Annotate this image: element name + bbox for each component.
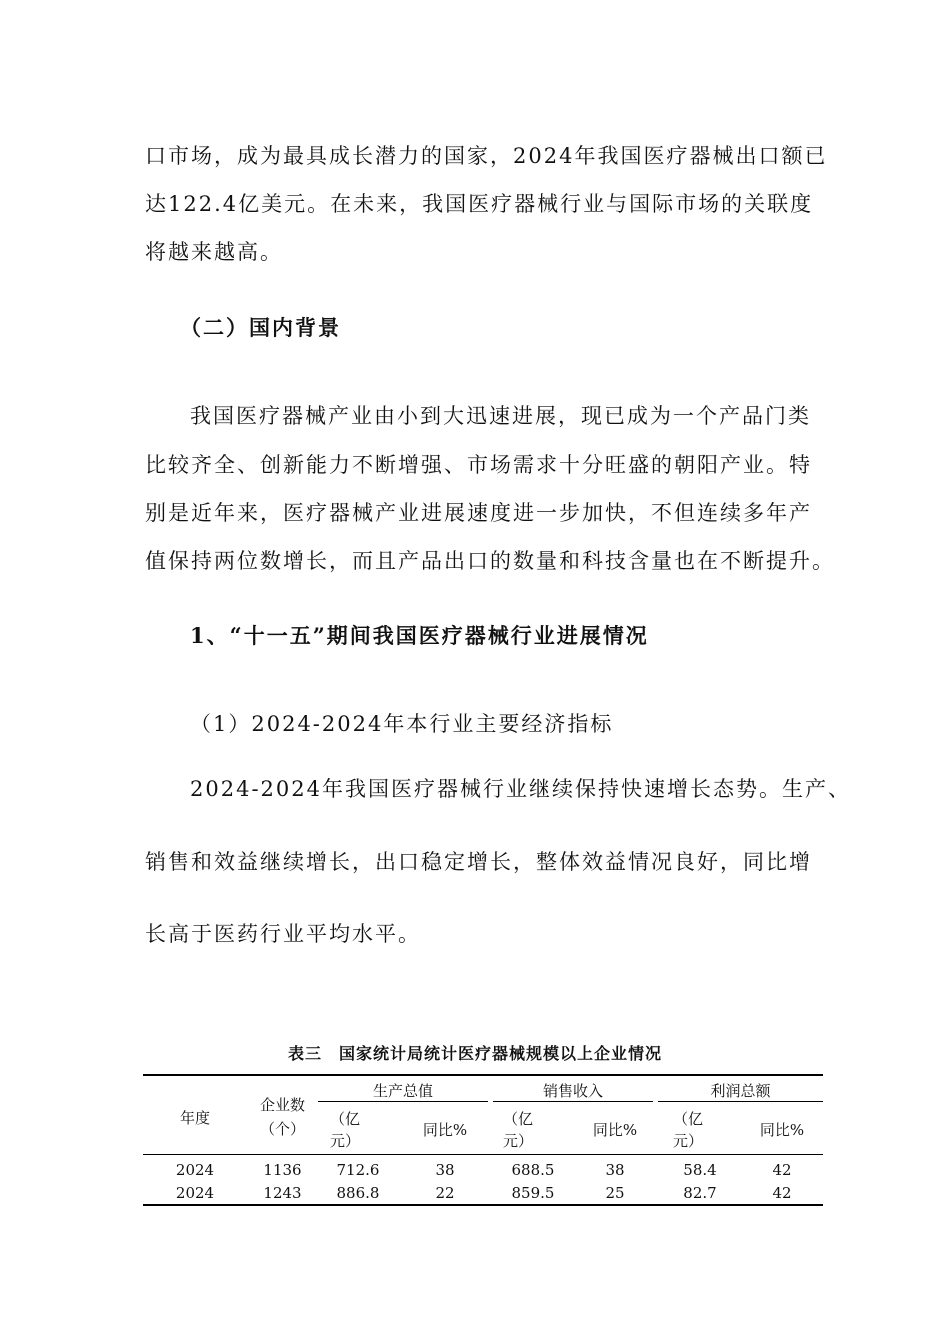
paragraph-line: 长高于医药行业平均水平。 — [145, 922, 421, 946]
paragraph-line: 2024-2024年我国医疗器械行业继续保持快速增长态势。生产、 — [190, 777, 851, 801]
paragraph-line: 口市场，成为最具成长潜力的国家，2024年我国医疗器械出口额已 — [145, 144, 828, 168]
table-sub-rule — [493, 1101, 653, 1102]
header-sales-yoy: 同比% — [592, 1121, 638, 1139]
table-cell: 859.5 — [511, 1184, 555, 1202]
subheading: （1）2024-2024年本行业主要经济指标 — [190, 712, 614, 736]
table-cell: 38 — [435, 1161, 455, 1179]
paragraph-line: 我国医疗器械产业由小到大迅速进展，现已成为一个产品门类 — [190, 404, 811, 428]
table-bottom-rule — [143, 1204, 823, 1206]
table-sub-rule — [318, 1101, 488, 1102]
table-caption: 表三 国家统计局统计医疗器械规模以上企业情况 — [287, 1044, 662, 1063]
paragraph-line: 销售和效益继续增长，出口稳定增长，整体效益情况良好，同比增 — [145, 850, 812, 874]
header-year: 年度 — [179, 1109, 210, 1127]
table-top-rule — [143, 1074, 823, 1076]
table-header-rule — [143, 1154, 823, 1155]
table-cell: 42 — [772, 1184, 792, 1202]
header-count: 企业数 — [259, 1096, 305, 1114]
paragraph-line: 比较齐全、创新能力不断增强、市场需求十分旺盛的朝阳产业。特 — [145, 453, 812, 477]
table-cell: 58.4 — [683, 1161, 717, 1179]
table-cell: 82.7 — [683, 1184, 717, 1202]
header-output: 生产总值 — [372, 1082, 433, 1100]
section-title: （二）国内背景 — [180, 315, 341, 340]
table-cell: 22 — [435, 1184, 455, 1202]
table-sub-rule — [658, 1101, 823, 1102]
header-output-unit: （亿 — [330, 1110, 361, 1128]
header-sales-unit: 元） — [503, 1132, 534, 1150]
paragraph-line: 达122.4亿美元。在未来，我国医疗器械行业与国际市场的关联度 — [145, 192, 814, 216]
table-cell: 886.8 — [336, 1184, 380, 1202]
header-profit: 利润总额 — [710, 1082, 771, 1100]
header-sales: 销售收入 — [542, 1082, 603, 1100]
table-cell: 2024 — [175, 1184, 215, 1202]
table-cell: 1136 — [263, 1161, 302, 1179]
paragraph-line: 将越来越高。 — [145, 240, 283, 264]
table-cell: 688.5 — [511, 1161, 555, 1179]
table-cell: 1243 — [263, 1184, 302, 1202]
table-cell: 2024 — [175, 1161, 215, 1179]
paragraph-line: 值保持两位数增长，而且产品出口的数量和科技含量也在不断提升。 — [145, 549, 835, 573]
table-cell: 38 — [605, 1161, 625, 1179]
header-profit-unit: （亿 — [673, 1110, 704, 1128]
table-cell: 25 — [605, 1184, 625, 1202]
heading-1: 1、“十一五”期间我国医疗器械行业进展情况 — [190, 623, 649, 648]
header-profit-unit: 元） — [673, 1132, 704, 1150]
header-sales-unit: （亿 — [503, 1110, 534, 1128]
header-output-yoy: 同比% — [422, 1121, 468, 1139]
header-output-unit: 元） — [330, 1132, 361, 1150]
header-count-unit: （个） — [259, 1120, 305, 1138]
paragraph-line: 别是近年来，医疗器械产业进展速度进一步加快，不但连续多年产 — [145, 501, 812, 525]
header-profit-yoy: 同比% — [759, 1121, 805, 1139]
table-cell: 712.6 — [336, 1161, 380, 1179]
table-cell: 42 — [772, 1161, 792, 1179]
